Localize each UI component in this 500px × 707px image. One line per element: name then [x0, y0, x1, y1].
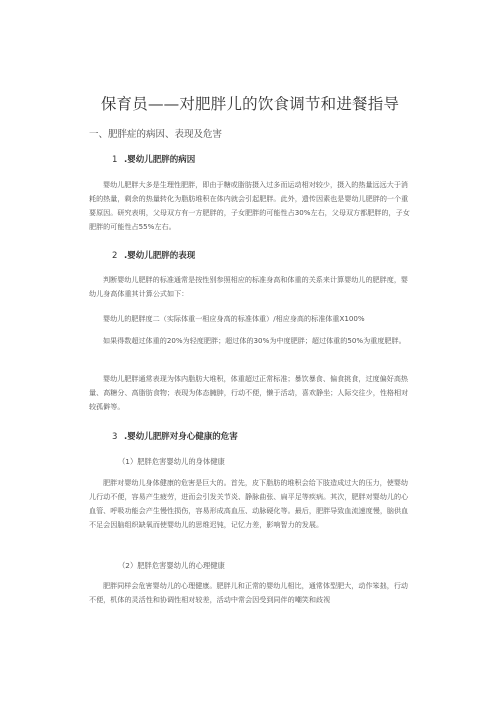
section-heading: 一、肥胖症的病因、表现及危害	[89, 129, 223, 140]
paragraph-manifestations: 婴幼儿肥胖通常表现为体内脂肪大堆积，体重超过正常标准；暴饮暴食、偏食挑食，过度偏好高热量、高糖分、高脂肪食物；表现为体态臃肿，行动不便，懒于活动，喜欢静坐；人际交往少，性格相对较孤僻等。	[89, 374, 409, 411]
paragraph-criteria: 判断婴幼儿肥胖的标准通常是按性别参照相应的标准身高和体重的关系来计算婴幼儿的肥胖度，婴幼儿身高体重其计算公式如下：	[89, 275, 409, 298]
subheading-label: .婴幼儿肥胖对身心健康的危害	[124, 432, 238, 442]
item-mental-health: （2）肥胖危害婴幼儿的心理健康	[118, 561, 225, 570]
subheading-number: 2	[112, 251, 118, 261]
subheading-number: 3	[112, 432, 118, 442]
paragraph-mental-harm: 肥胖同样会危害婴幼儿的心理健康。肥胖儿和正常的婴幼儿相比，通常体型肥大，动作笨拙，行动不便，机体的灵活性和协调性相对较差，活动中常会因受到同伴的嘲笑和歧视	[89, 581, 409, 604]
subheading-symptoms	[112, 249, 195, 261]
subheading-label: .婴幼儿肥胖的病因	[124, 155, 196, 165]
paragraph-formula: 婴幼儿的肥胖度二（实际体重一相应身高的标准体重）/相应身高的标准体重X100%	[103, 314, 365, 323]
subheading-label: .婴幼儿肥胖的表现	[124, 251, 196, 261]
subheading-hazards	[112, 430, 238, 442]
item-physical-health: （1）肥胖危害婴幼儿的身体健康	[118, 457, 225, 466]
document-title: 保育员——对肥胖儿的饮食调节和进餐指导	[100, 95, 400, 113]
subheading-causes	[112, 153, 195, 165]
paragraph-causes: 婴幼儿肥胖大多是生理性肥胖，即由于糖或脂肪摄入过多而运动相对较少，摄入的热量远远大于消耗的热量，剩余的热量转化为脂肪堆积在体内就会引起肥胖。此外，遗传因素也是婴幼儿肥胖的一个重要原因。研究表明，父母双方有一方肥胖的，子女肥胖的可能性占30%左右，父母双方都肥胖的，子女肥胖的可能性占55%左右。	[89, 180, 410, 231]
paragraph-obesity-levels: 如果得数超过体重的20%为轻度肥胖；超过体的30%为中度肥胖；超过体重的50%为重度肥胖。	[103, 336, 406, 345]
subheading-number: 1	[112, 155, 118, 165]
paragraph-physical-harm: 肥胖对婴幼儿身体健康的危害是巨大的。首先，皮下脂肪的堆积会给下肢造成过大的压力，使婴幼儿行动不便，容易产生疲劳，进而会引发关节炎、静脉曲张、扁平足等疾病。其次，肥胖对婴幼儿的心血管、呼吸功能会产生慢性损伤，容易形成高血压、动脉硬化等。最后，肥胖导致血流速度慢，脑供血不足会因脑组织缺氧而使婴幼儿的思维迟钝，记忆力差，影响智力的发展。	[89, 478, 409, 529]
